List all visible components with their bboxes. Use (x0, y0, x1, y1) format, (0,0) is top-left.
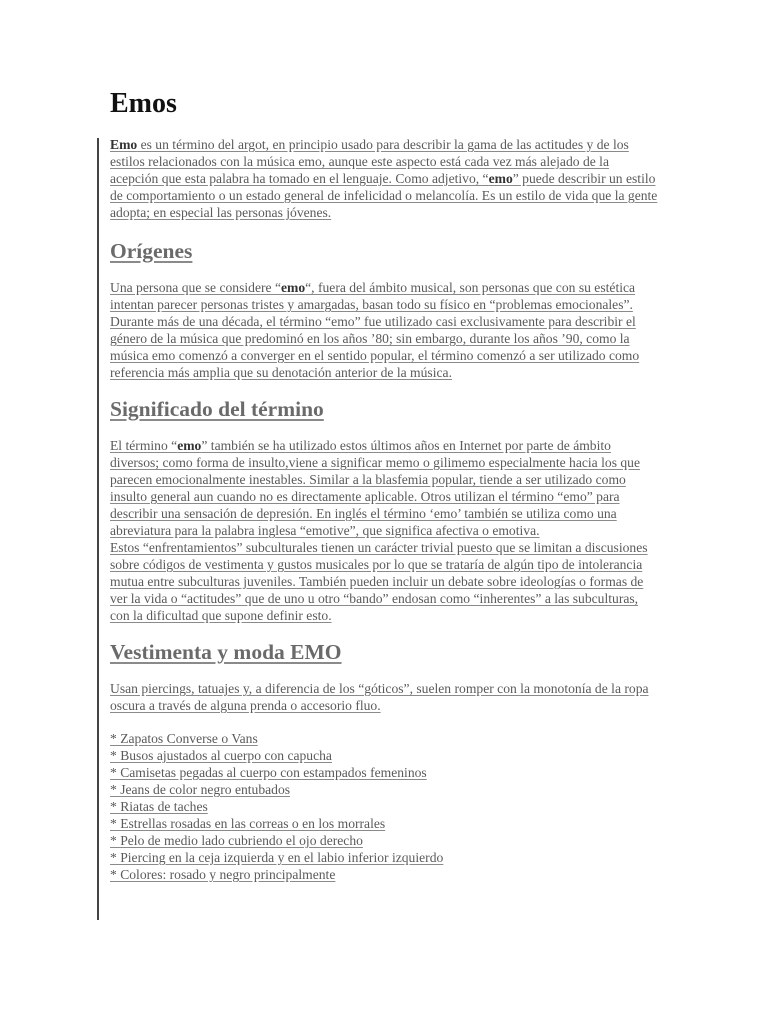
list-item: * Piercing en la ceja izquierda y en el labio inferior izquierdo (110, 850, 444, 865)
intro-text-1: es un término del argot, en principio usado para describir la gama de las actitudes y de los estilos relacionados con la música emo, aunque este aspecto está cada vez más alejado de la acepción que esta palabra ha tomado en el lenguaje. Como adjetivo, “ (110, 137, 629, 186)
intro-paragraph (110, 136, 660, 221)
origenes-text-1: Una persona que se considere “ (110, 280, 281, 295)
list-item: * Colores: rosado y negro principalmente (110, 867, 336, 882)
list-item: * Jeans de color negro entubados (110, 782, 291, 797)
intro-text-2: ” puede describir un estilo de comportamiento o un estado general de infelicidad o melancolía. Es un estilo de vida que la gente adopta; en especial las personas jóvenes. (110, 171, 658, 220)
vestimenta-paragraph: Usan piercings, tatuajes y, a diferencia de los “góticos”, suelen romper con la monotonía de la ropa oscura a través de alguna prenda o accesorio fluo. (110, 681, 649, 713)
intro-term: Emo (110, 137, 138, 152)
origenes-text-2: “, fuera del ámbito musical, son personas que con su estética intentan parecer personas tristes y amargadas, basan todo su físico en “problemas emocionales”. Durante más de una década, el término “emo” fue utilizado casi exclusivamente para describir el género de la música que predominó en los años ’80; sin embargo, durante los años ’90, como la música emo comenzó a converger en el sentido popular, el término comenzó a ser utilizado como referencia más amplia que su denotación anterior de la música. (110, 280, 640, 380)
list-item: * Estrellas rosadas en las correas o en los morrales (110, 816, 386, 831)
origenes-term: emo (280, 280, 306, 295)
list-item: * Zapatos Converse o Vans (110, 731, 258, 746)
list-item: * Pelo de medio lado cubriendo el ojo derecho (110, 833, 363, 848)
heading-vestimenta: Vestimenta y moda EMO (110, 640, 342, 664)
document-body (110, 136, 660, 883)
significado-text-1: El término “ (110, 438, 178, 453)
list-item: * Riatas de taches (110, 799, 208, 814)
significado-text-2: ” también se ha utilizado estos últimos años en Internet por parte de ámbito diversos; como forma de insulto,viene a significar memo o gilimemo especialmente hacia los que parecen emocionalmente inestables. Similar a la blasfemia popular, tiende a ser utilizado como insulto general aun cuando no es directamente aplicable. Otros utilizan el término “emo” para describir una sensación de depresión. En inglés el término ‘emo’ también se utiliza como una abreviatura para la palabra inglesa “emotive”, que significa afectiva o emotiva. (110, 438, 641, 538)
vestimenta-list (110, 730, 660, 883)
origenes-paragraph (110, 279, 660, 381)
enfrentamientos-paragraph: Estos “enfrentamientos” subculturales tienen un carácter trivial puesto que se limitan a discusiones sobre códigos de vestimenta y gustos musicales por lo que se trataría de algún tipo de intolerancia mutua entre subculturas juveniles. También pueden incluir un debate sobre ideologías o formas de ver la vida o “actitudes” que de uno u otro “bando” endosan como “inherentes” a las subculturas, con la dificultad que supone definir esto. (110, 540, 648, 623)
list-item: * Busos ajustados al cuerpo con capucha (110, 748, 332, 763)
significado-paragraph (110, 437, 660, 539)
significado-term: emo (177, 438, 202, 453)
document-page (98, 84, 660, 883)
page-title: Emos (110, 88, 177, 119)
list-item: * Camisetas pegadas al cuerpo con estampados femeninos (110, 765, 427, 780)
heading-origenes: Orígenes (110, 239, 193, 263)
heading-significado: Significado del término (110, 397, 324, 421)
intro-term-2: emo (488, 171, 513, 186)
